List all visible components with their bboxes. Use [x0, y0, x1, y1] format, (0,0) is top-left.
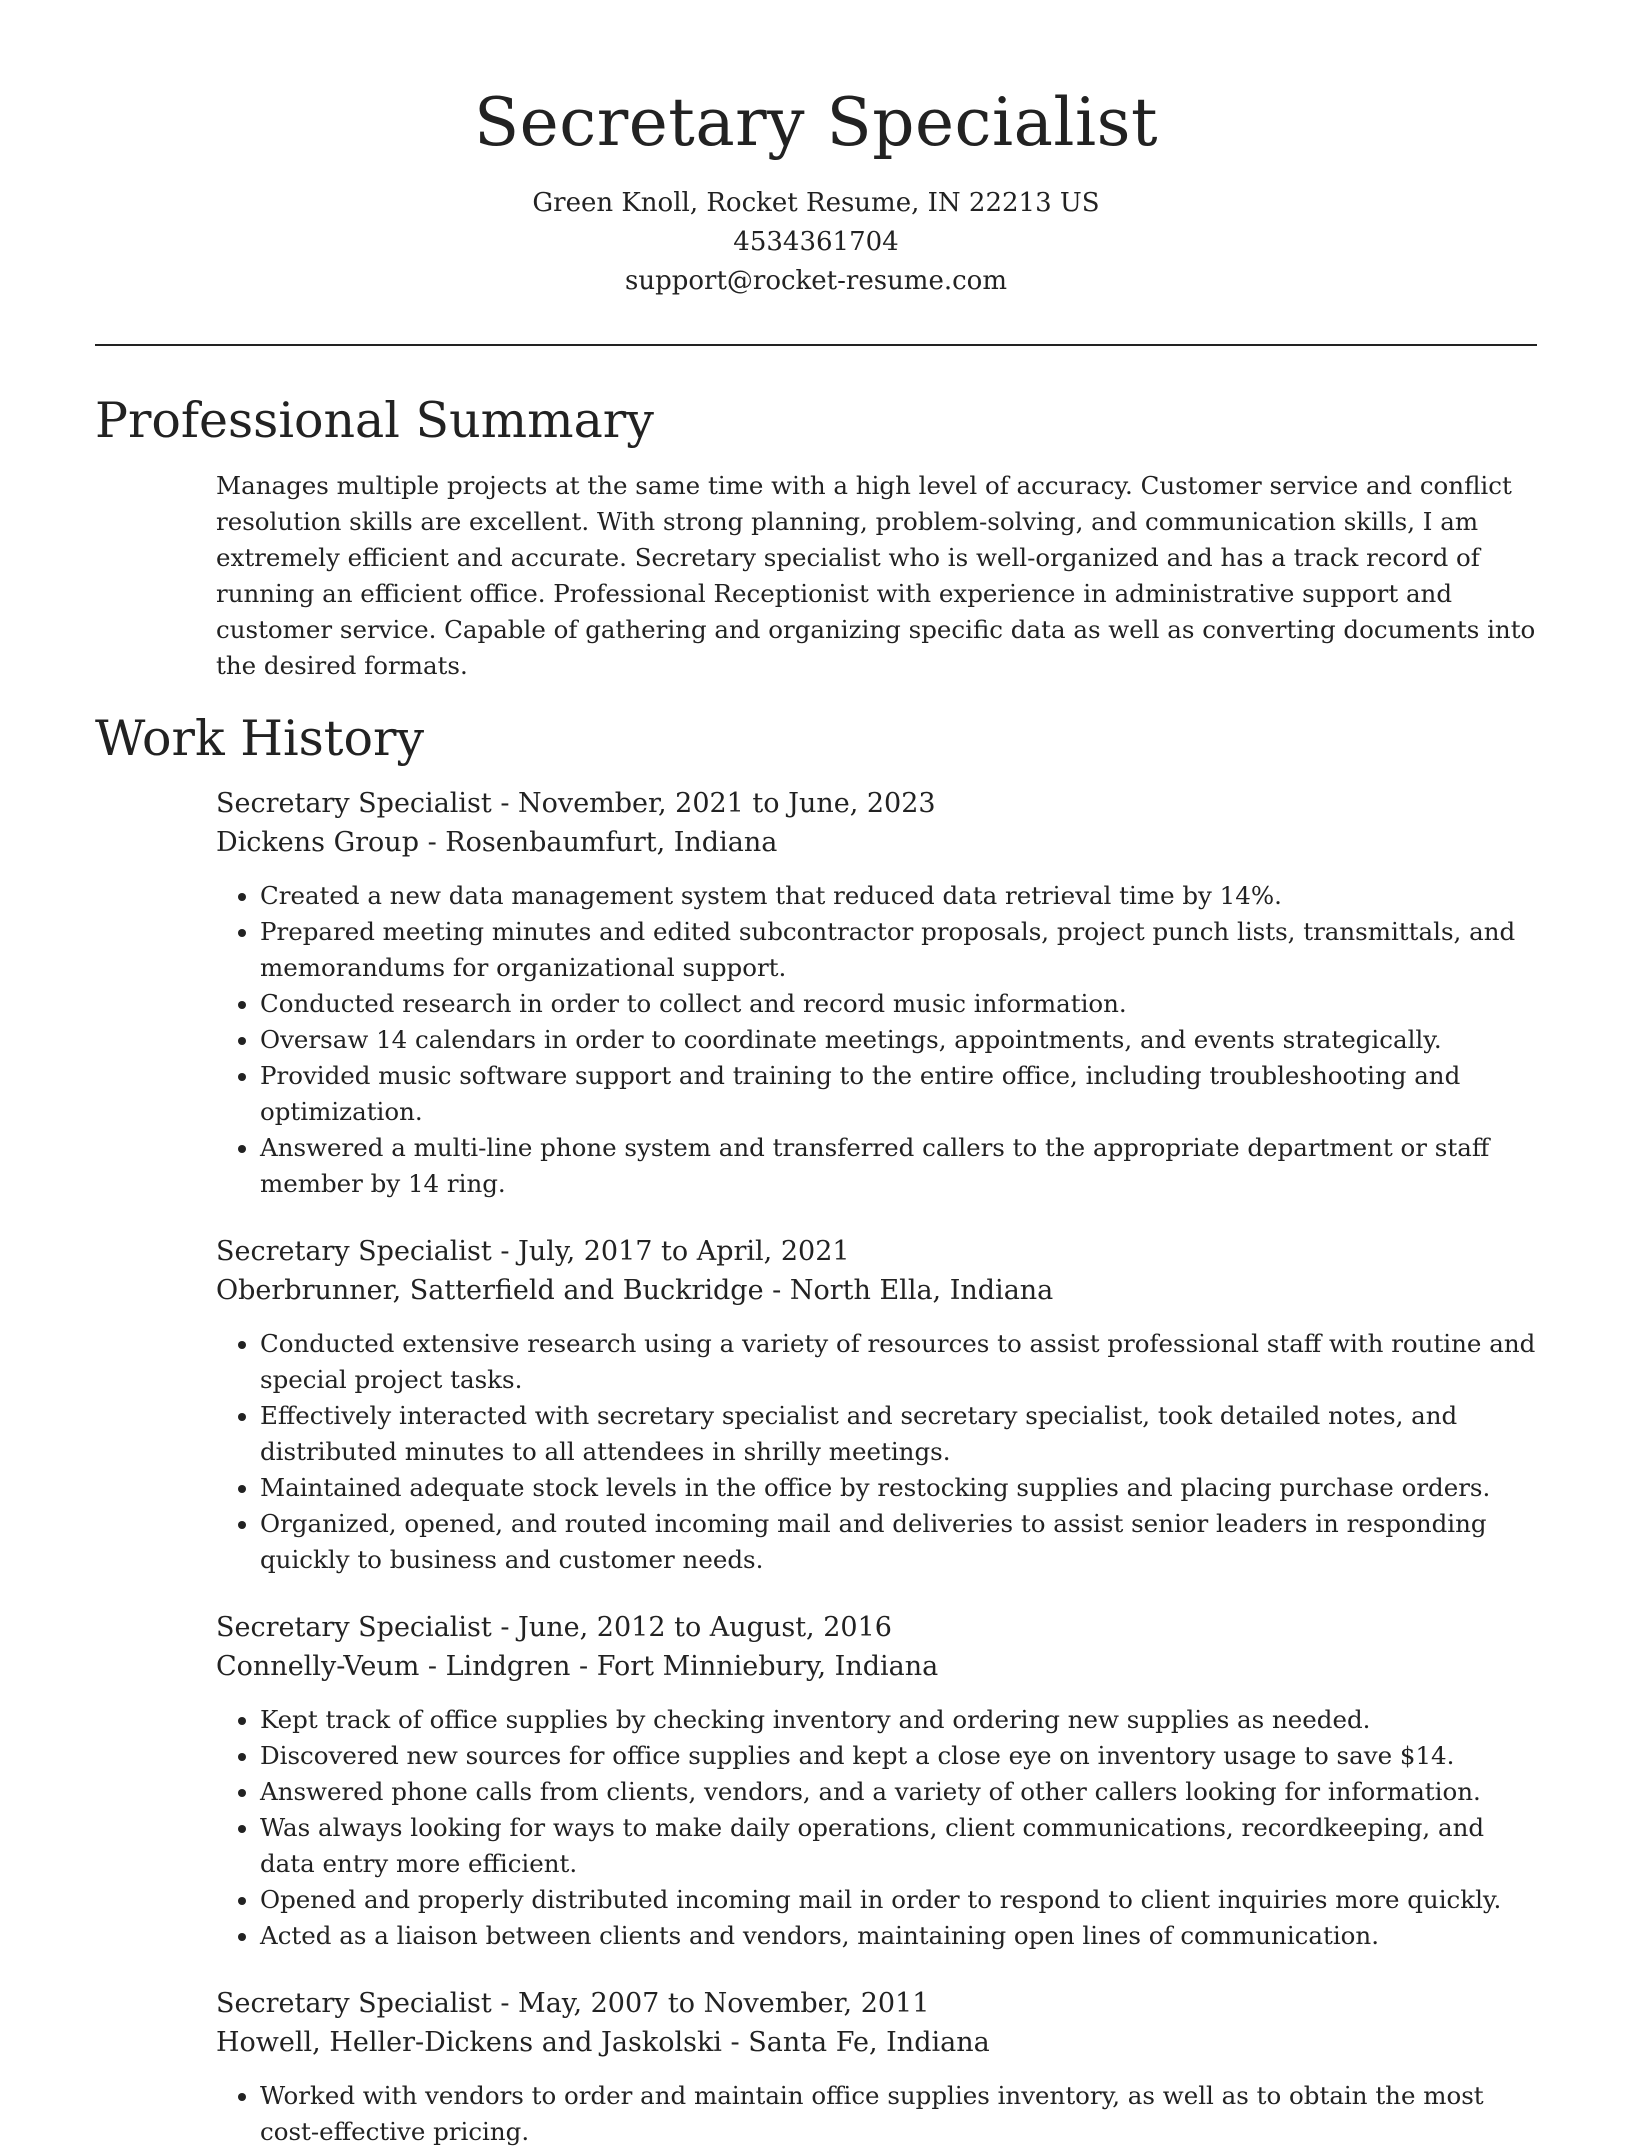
job-bullet: • Provided music software support and training to the entire office, including troubleshooting and optimization. — [260, 1058, 1537, 1130]
job-bullet: • Created a new data management system that reduced data retrieval time by 14%. — [260, 878, 1537, 914]
work-history-heading: Work History — [95, 710, 425, 767]
job-location: - Rosenbaumfurt, Indiana — [418, 827, 778, 858]
job-entry — [216, 1984, 1537, 2150]
job-company-line — [216, 823, 1537, 862]
job-bullet: • Effectively interacted with secretary specialist and secretary specialist, took detailed notes, and distributed minutes to all attendees in shrilly meetings. — [260, 1398, 1537, 1470]
job-role: Secretary Specialist — [216, 1612, 492, 1643]
job-bullet: • Discovered new sources for office supplies and kept a close eye on inventory usage to save $14. — [260, 1738, 1537, 1774]
job-bullet: • Opened and properly distributed incoming mail in order to respond to client inquiries more quickly. — [260, 1882, 1537, 1918]
job-title-line — [216, 784, 1537, 823]
job-bullet: • Prepared meeting minutes and edited subcontractor proposals, project punch lists, transmittals, and memorandums for organizational support. — [260, 914, 1537, 986]
job-role: Secretary Specialist — [216, 788, 492, 819]
job-role: Secretary Specialist — [216, 1988, 492, 2019]
contact-address: Green Knoll, Rocket Resume, IN 22213 US — [532, 188, 1100, 218]
job-bullet-list — [216, 2078, 1537, 2150]
summary-section — [216, 468, 1537, 684]
job-bullet-list — [216, 1702, 1537, 1954]
job-location: - North Ella, Indiana — [763, 1275, 1054, 1306]
job-dates: - June, 2012 to August, 2016 — [491, 1612, 892, 1643]
contact-phone: 4534361704 — [733, 227, 899, 257]
summary-text: Manages multiple projects at the same time with a high level of accuracy. Customer service and conflict resolution skills are excellent. With strong planning, problem-solving, and communication skills, I am extremely efficient and accurate. Secretary specialist who is well-organized and has a track record of running an efficient office. Professional Receptionist with experience in administrative support and customer service. Capable of gathering and organizing specific data as well as converting documents into the desired formats. — [216, 471, 1536, 680]
job-bullet: • Conducted extensive research using a variety of resources to assist professional staff with routine and special project tasks. — [260, 1326, 1537, 1398]
contact-info — [95, 184, 1537, 301]
job-bullet: • Answered a multi-line phone system and transferred callers to the appropriate department or staff member by 14 ring. — [260, 1130, 1537, 1202]
resume-header — [95, 0, 1537, 301]
job-bullet: • Worked with vendors to order and maintain office supplies inventory, as well as to obtain the most cost-effective pricing. — [260, 2078, 1537, 2150]
job-entry — [216, 1608, 1537, 1954]
header-divider — [95, 344, 1537, 346]
job-company-line — [216, 1647, 1537, 1686]
job-title-line — [216, 1608, 1537, 1647]
job-bullet: • Kept track of office supplies by checking inventory and ordering new supplies as needed. — [260, 1702, 1537, 1738]
job-bullet: • Answered phone calls from clients, vendors, and a variety of other callers looking for information. — [260, 1774, 1537, 1810]
job-location: - Santa Fe, Indiana — [721, 2027, 990, 2058]
job-title-line — [216, 1984, 1537, 2023]
job-dates: - November, 2021 to June, 2023 — [491, 788, 936, 819]
job-entry — [216, 1232, 1537, 1578]
job-bullet-list — [216, 1326, 1537, 1578]
job-role: Secretary Specialist — [216, 1236, 492, 1267]
contact-email: support@rocket-resume.com — [624, 266, 1007, 296]
job-entry — [216, 784, 1537, 1202]
job-company: Dickens Group — [216, 827, 419, 858]
candidate-name: Secretary Specialist — [473, 84, 1159, 161]
work-history-section — [216, 784, 1537, 2150]
job-company: Connelly-Veum - Lindgren — [216, 1651, 571, 1682]
job-bullet: • Acted as a liaison between clients and vendors, maintaining open lines of communication. — [260, 1918, 1537, 1954]
job-bullet: • Maintained adequate stock levels in the office by restocking supplies and placing purchase orders. — [260, 1470, 1537, 1506]
job-dates: - July, 2017 to April, 2021 — [491, 1236, 850, 1267]
job-bullet: • Was always looking for ways to make daily operations, client communications, recordkeeping, and data entry more efficient. — [260, 1810, 1537, 1882]
job-bullet-list — [216, 878, 1537, 1202]
job-title-line — [216, 1232, 1537, 1271]
summary-heading: Professional Summary — [95, 392, 654, 449]
job-bullet: • Conducted research in order to collect and record music information. — [260, 986, 1537, 1022]
job-company-line — [216, 2023, 1537, 2062]
job-dates: - May, 2007 to November, 2011 — [491, 1988, 930, 2019]
job-location: - Fort Minniebury, Indiana — [570, 1651, 939, 1682]
job-bullet: • Organized, opened, and routed incoming mail and deliveries to assist senior leaders in responding quickly to business and customer needs. — [260, 1506, 1537, 1578]
job-bullet: • Oversaw 14 calendars in order to coordinate meetings, appointments, and events strategically. — [260, 1022, 1537, 1058]
job-company-line — [216, 1271, 1537, 1310]
job-company: Howell, Heller-Dickens and Jaskolski — [216, 2027, 722, 2058]
job-company: Oberbrunner, Satterfield and Buckridge — [216, 1275, 764, 1306]
